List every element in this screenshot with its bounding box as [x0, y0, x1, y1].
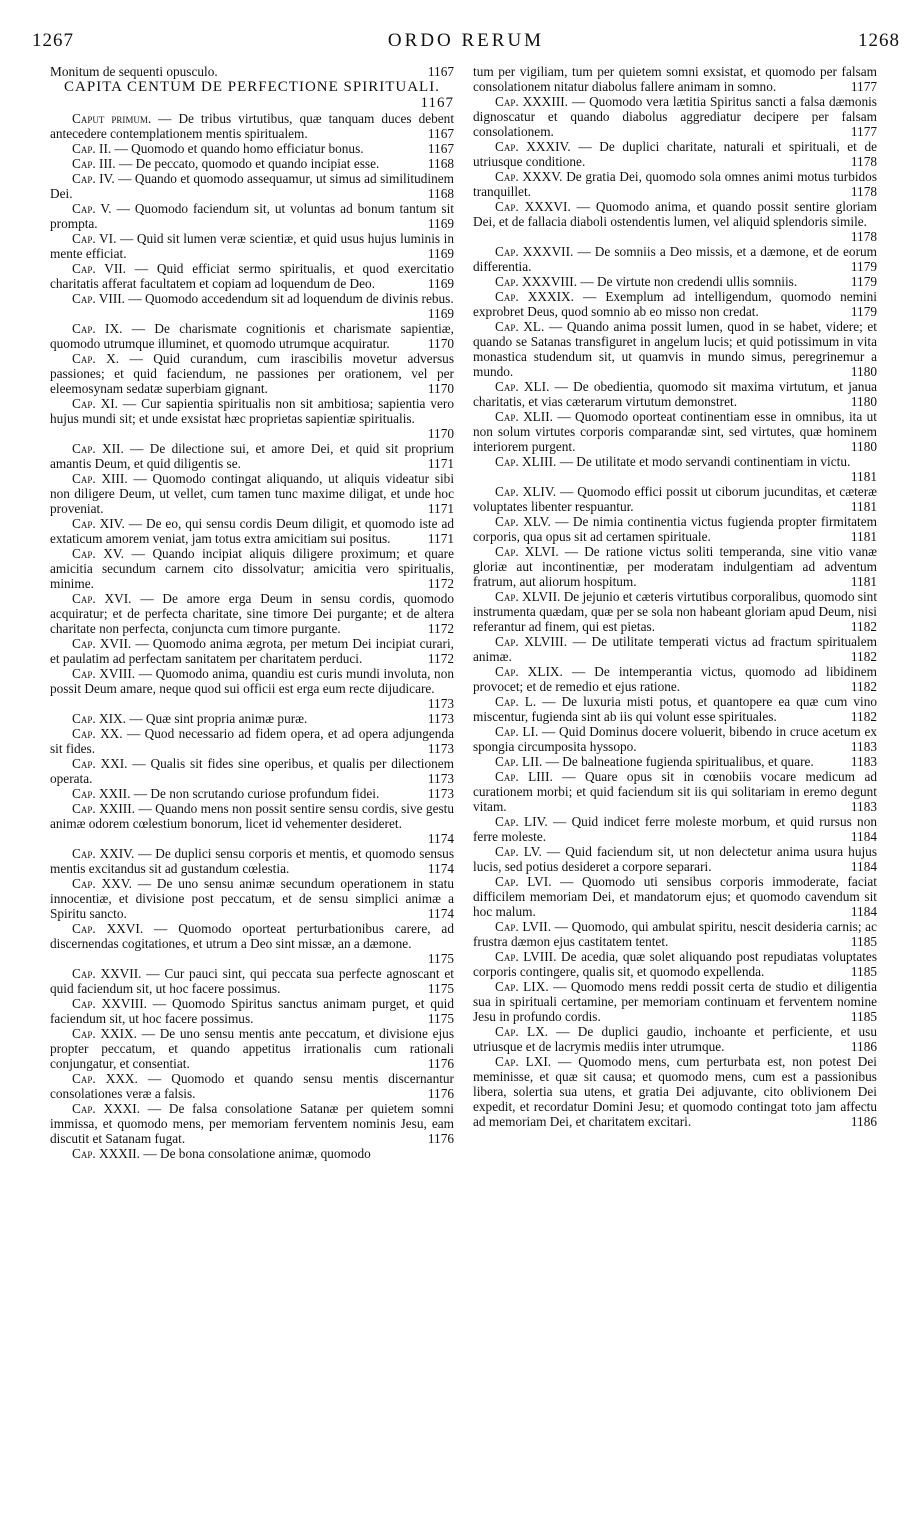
- chapter-label: Cap. XLIV.: [495, 484, 557, 499]
- chapter-label: Cap. LVI.: [495, 874, 552, 889]
- page-reference: 1174: [427, 861, 454, 876]
- entry-text: — Quid Dominus docere voluerit, bibendo in cruce acetum ex spongia circumposita hyssopo.: [473, 724, 877, 754]
- entry-text: CAPITA CENTUM DE PERFECTIONE SPIRITUALI.: [64, 79, 440, 95]
- chapter-label: Cap. XXVI.: [72, 921, 144, 936]
- entry-text: — De uno sensu animæ secundum operationem in statu innocentiæ, et divisione post peccatum, et de sensu simplici animæ a Spiritu sancto.: [50, 876, 454, 921]
- entry-text: — De duplici sensu corporis et mentis, et quomodo sensus mentis excitandus sit ad gustandum cœlestia.: [50, 846, 455, 876]
- page-reference: 1173: [427, 741, 454, 756]
- toc-entry: [50, 711, 454, 726]
- toc-entry: [50, 261, 454, 291]
- chapter-label: Cap. XLIII.: [495, 454, 557, 469]
- page-reference: 1180: [850, 439, 877, 454]
- entry-text: — Quæ sint propria animæ puræ.: [129, 711, 308, 726]
- chapter-label: Cap. XXIII.: [72, 801, 135, 816]
- entry-text: — Exemplum ad intelligendum, quomodo nemini exprobret Deus, quod somnio ab eo misso non credat.: [473, 289, 878, 319]
- chapter-label: Cap. VI.: [72, 231, 117, 246]
- toc-entry: [473, 244, 877, 274]
- page-reference: 1179: [850, 274, 877, 289]
- chapter-label: Cap. LI.: [495, 724, 539, 739]
- chapter-label: Cap. V.: [72, 201, 112, 216]
- chapter-label: Cap. XVI.: [72, 591, 132, 606]
- toc-entry: [473, 319, 877, 379]
- page-reference: 1173: [427, 771, 454, 786]
- entry-text: — Quomodo contingat aliquando, ut aliquis videatur sibi non diligere Deum, ut vellet, cum tamen tunc maxime diligat, et unde hoc proveniat.: [50, 471, 455, 516]
- entry-text: — Quando mens non possit sentire sensu cordis, sive gestu animæ odorem cœlestium bonorum, licet id vehementer desideret.: [50, 801, 454, 831]
- chapter-label: Cap. XXIV.: [72, 846, 135, 861]
- toc-entry: [473, 664, 877, 694]
- entry-text: — Quomodo mens, cum perturbata est, non potest Dei meminisse, et quæ sit causa; et quomodo mens, cum est a passionibus libera, solertia sua utens, et gratia Dei adjuvante, cito oblivionem Dei expedit, et recordatur Domini Jesu; et quomodo contingat toto jam affectu ad memoriam Dei, et charitatem excitari.: [473, 1054, 877, 1129]
- entry-text: — De peccato, quomodo et quando incipiat esse.: [118, 156, 380, 171]
- entry-text: — De falsa consolatione Satanæ per quietem somni immissa, et quomodo mens, per memoriam ferventem nominis Jesu, eam discutit et Satanam fugat.: [50, 1101, 454, 1146]
- page-reference: 1179: [850, 259, 877, 274]
- entry-text: — De balneatione fugienda spiritualibus, et quare.: [545, 754, 814, 769]
- chapter-label: Cap. XXVIII.: [72, 996, 147, 1011]
- page-reference: 1167: [427, 64, 454, 79]
- entry-text: — Quomodo vera lætitia Spiritus sancti a falsa dæmonis dignoscatur et quando diabolus aggrediatur decipere per falsam consolationem.: [473, 94, 877, 139]
- page-reference: 1186: [850, 1039, 877, 1054]
- chapter-label: Cap. XL.: [495, 319, 545, 334]
- page-reference: 1175: [427, 951, 454, 966]
- entry-text: — Cur pauci sint, qui peccata sua perfecte agnoscant et quid faciendum sit, ut hoc facere possimus.: [50, 966, 454, 996]
- page-reference: 1182: [850, 619, 877, 634]
- entry-text: — Quando et quomodo assequamur, ut simus ad similitudinem Dei.: [50, 171, 454, 201]
- entry-text: — De uno sensu mentis ante peccatum, et divisione ejus propter peccatum, et quando appetitus irrationalis cum rationali conjungatur, et consentiat.: [50, 1026, 454, 1071]
- toc-entry: [473, 199, 877, 244]
- running-title: ORDO RERUM: [387, 30, 545, 51]
- entry-text: De acedia, quæ solet aliquando post repudiatas voluptates corporis contingere, qualis sit, et quomodo expellenda.: [473, 949, 877, 979]
- page-reference: 1183: [850, 754, 877, 769]
- entry-text: tum per vigiliam, tum per quietem somni exsistat, et quomodo per falsam consolationem nitatur diabolus fallere animam in somno.: [473, 64, 877, 94]
- page-reference: 1186: [850, 1114, 877, 1129]
- entry-text: — De dilectione sui, et amore Dei, et quid sit proprium amantis Deum, et quid diligentis se.: [50, 441, 455, 471]
- entry-text: — Quare opus sit in cœnobiis vocare medicum ad curationem morbi; et quid faciendum sit iis qui solitariam in eremo degunt vitam.: [473, 769, 877, 814]
- toc-entry: [50, 801, 454, 846]
- chapter-label: Cap. XXX.: [72, 1071, 138, 1086]
- chapter-label: Cap. IX.: [72, 321, 123, 336]
- toc-entry: [50, 516, 454, 546]
- chapter-label: Cap. XIX.: [72, 711, 126, 726]
- page-reference: 1183: [850, 739, 877, 754]
- chapter-label: Cap. XXXVI.: [495, 199, 571, 214]
- toc-entry: [50, 786, 454, 801]
- chapter-label: Cap. XVII.: [72, 636, 132, 651]
- toc-entry: [50, 876, 454, 921]
- chapter-label: Cap. XXXIII.: [495, 94, 568, 109]
- toc-entry: [473, 754, 877, 769]
- chapter-label: Cap. XXXII.: [72, 1146, 141, 1161]
- chapter-label: Cap. XXXI.: [72, 1101, 141, 1116]
- entry-text: — De ratione victus soliti temperanda, sine vitio vanæ gloriæ aut incontinentiæ, per moderatam indulgentiam ad adventum fratrum, aut aliorum hospitum.: [473, 544, 877, 589]
- toc-entry: [473, 949, 877, 979]
- toc-entry: [473, 769, 877, 814]
- entry-text: — Quid indicet ferre moleste morbum, et quid rursus non ferre moleste.: [473, 814, 877, 844]
- chapter-label: Cap. VIII.: [72, 291, 125, 306]
- page-reference: 1180: [850, 364, 877, 379]
- page-reference: 1180: [850, 394, 877, 409]
- entry-text: — De utilitate temperati victus ad fractum spiritualem animæ.: [473, 634, 877, 664]
- toc-entry: [50, 231, 454, 261]
- entry-text: — Quomodo oporteat perturbationibus carere, ad discernendas cogitationes, et utrum a Deo sint missæ, an a dæmone.: [50, 921, 454, 951]
- chapter-label: Cap. LX.: [495, 1024, 548, 1039]
- entry-text: — Quid efficiat sermo spiritualis, et quod exercitatio charitatis afferat facultatem et copiam ad loquendum de Deo.: [50, 261, 454, 291]
- page-reference: 1176: [427, 1131, 454, 1146]
- toc-entry: [50, 591, 454, 636]
- page-reference: 1167: [420, 95, 454, 111]
- toc-entry: [50, 291, 454, 321]
- chapter-label: Cap. XI.: [72, 396, 118, 411]
- entry-text: — Cur sapientia spiritualis non sit ambitiosa; sapientia vero hujus mundi sit; et unde exsistat hæc proprietas sapientiæ spiritualis.: [50, 396, 454, 426]
- page-number-left: 1267: [32, 30, 74, 51]
- toc-entry: [50, 546, 454, 591]
- toc-entry: [473, 544, 877, 589]
- chapter-label: Cap. XXXVIII.: [495, 274, 578, 289]
- page-header: [30, 30, 902, 54]
- toc-entry: [473, 814, 877, 844]
- entry-text: — De somniis a Deo missis, et a dæmone, et de eorum differentia.: [473, 244, 877, 274]
- chapter-label: Cap. XLVIII.: [495, 634, 568, 649]
- chapter-label: Cap. LIV.: [495, 814, 548, 829]
- entry-text: — Quomodo effici possit ut ciborum jucunditas, et cæteræ voluptates libenter respuantur.: [473, 484, 878, 514]
- entry-text: — De non scrutando curiose profundum fidei.: [133, 786, 380, 801]
- chapter-label: Cap. XV.: [72, 546, 125, 561]
- chapter-label: Cap. LII.: [495, 754, 543, 769]
- page-reference: 1172: [427, 621, 454, 636]
- chapter-label: Cap. XLVII.: [495, 589, 561, 604]
- toc-entry: [50, 351, 454, 396]
- toc-entry: [50, 666, 454, 711]
- page-reference: 1171: [427, 456, 454, 471]
- entry-text: — Quomodo anima, quandiu est curis mundi involuta, non possit Deum amare, neque quod sui officii est erga eum recte dijudicare.: [50, 666, 454, 696]
- right-column: [473, 64, 877, 1129]
- page-reference: 1174: [427, 906, 454, 921]
- toc-entry: [473, 874, 877, 919]
- chapter-label: Cap. XLVI.: [495, 544, 559, 559]
- page-reference: 1182: [850, 709, 877, 724]
- toc-entry: [50, 64, 454, 79]
- page-reference: 1167: [427, 126, 454, 141]
- toc-entry: [50, 1146, 454, 1161]
- page-reference: 1170: [427, 426, 454, 441]
- chapter-label: Cap. LXI.: [495, 1054, 552, 1069]
- page-reference: 1185: [850, 934, 877, 949]
- toc-entry: [50, 156, 454, 171]
- toc-entry: [473, 139, 877, 169]
- toc-entry: [50, 1071, 454, 1101]
- toc-entry: [473, 589, 877, 634]
- page-reference: 1178: [850, 184, 877, 199]
- chapter-label: Cap. LVII.: [495, 919, 552, 934]
- chapter-label: Cap. XXXIV.: [495, 139, 571, 154]
- page-reference: 1176: [427, 1086, 454, 1101]
- entry-text: — De intemperantia victus, quomodo ad libidinem provocet; et de remedio et ejus ratione.: [473, 664, 877, 694]
- page-reference: 1182: [850, 649, 877, 664]
- entry-text: — Quomodo anima, et quando possit sentire gloriam Dei, et de fallacia diaboli ostendentis lumen, vel aliquid splendoris simile.: [473, 199, 877, 229]
- chapter-label: Cap. XXI.: [72, 756, 128, 771]
- chapter-label: Cap. LIII.: [495, 769, 553, 784]
- chapter-label: Cap. LVIII.: [495, 949, 557, 964]
- chapter-label: Cap. XXXV.: [495, 169, 563, 184]
- entry-text: — Quando incipiat aliquis diligere proximum; et quare amicitia secundum carnem cito dissolvatur; amicitia vero spiritualis, minime.: [50, 546, 454, 591]
- chapter-label: Cap. XXIX.: [72, 1026, 137, 1041]
- chapter-label: Cap. XXII.: [72, 786, 131, 801]
- toc-entry: [473, 289, 877, 319]
- entry-text: — De bona consolatione animæ, quomodo: [143, 1146, 371, 1161]
- chapter-label: Cap. IV.: [72, 171, 115, 186]
- page-reference: 1169: [427, 306, 454, 321]
- entry-text: — De amore erga Deum in sensu cordis, quomodo acquiratur; et de perfecta charitate, sine timore Dei purgante; et de altera charitate non perfecta, conjuncta cum timore purgante.: [50, 591, 454, 636]
- chapter-label: Cap. XLI.: [495, 379, 550, 394]
- entry-text: — Quomodo uti sensibus corporis immoderate, faciat difficilem memoriam Dei, et mandatorum ejus; et quomodo cavendum sit hoc malum.: [473, 874, 878, 919]
- page-reference: 1168: [427, 186, 454, 201]
- entry-text: — Quomodo oporteat continentiam esse in omnibus, ita ut non solum virtutes corporis comparandæ sint, sed virtutes, quæ hominem interiorem purgent.: [473, 409, 877, 454]
- page-reference: 1170: [427, 336, 454, 351]
- page-reference: 1169: [427, 246, 454, 261]
- toc-entry: [50, 471, 454, 516]
- page-reference: 1177: [850, 124, 877, 139]
- entry-text: — Quomodo Spiritus sanctus animam purget, et quid faciendum sit, ut hoc facere possimus.: [50, 996, 454, 1026]
- entry-text: — Quod necessario ad fidem opera, et ad opera adjungenda sit fides.: [50, 726, 454, 756]
- toc-entry: [50, 1026, 454, 1071]
- page-reference: 1169: [427, 276, 454, 291]
- entry-text: — Quid faciendum sit, ut non delectetur anima usura hujus lucis, sed potius desideret a corpore separari.: [473, 844, 877, 874]
- toc-entry: [473, 409, 877, 454]
- page-reference: 1177: [850, 79, 877, 94]
- toc-entry: [50, 321, 454, 351]
- toc-entry: [473, 694, 877, 724]
- page-reference: 1171: [427, 531, 454, 546]
- entry-text: De gratia Dei, quomodo sola omnes animi motus turbidos tranquillet.: [473, 169, 878, 199]
- chapter-label: Cap. LV.: [495, 844, 542, 859]
- left-column: [50, 64, 454, 1161]
- toc-entry: [50, 441, 454, 471]
- entry-text: — Quando anima possit lumen, quod in se habet, videre; et quando se Satanas transfiguret in angelum lucis; et quid potissimum in vita monastica studendum sit, ut quamvis in mundo simus, peregrinemur a mundo.: [473, 319, 877, 379]
- toc-entry: [50, 141, 454, 156]
- entry-text: — Quid sit lumen veræ scientiæ, et quid usus hujus luminis in mente efficiat.: [50, 231, 455, 261]
- page-reference: 1181: [850, 529, 877, 544]
- page-reference: 1184: [850, 904, 877, 919]
- section-heading: [50, 79, 454, 111]
- chapter-label: Cap. XIV.: [72, 516, 125, 531]
- page-reference: 1168: [427, 156, 454, 171]
- entry-text: — De utilitate et modo servandi continentiam in victu.: [559, 454, 851, 469]
- toc-entry: [50, 966, 454, 996]
- entry-text: — Quomodo anima ægrota, per metum Dei incipiat curari, et paulatim ad perfectam sanitatem per charitatem perduci.: [50, 636, 454, 666]
- entry-text: — Quomodo et quando homo efficiatur bonus.: [114, 141, 364, 156]
- page-reference: 1172: [427, 651, 454, 666]
- toc-entry: [50, 636, 454, 666]
- entry-text: — De obedientia, quomodo sit maxima virtutum, et janua charitatis, et vias cæterarum virtutum demonstret.: [473, 379, 878, 409]
- toc-entry: [50, 921, 454, 966]
- toc-entry: [473, 979, 877, 1024]
- entry-text: — De duplici gaudio, inchoante et perficiente, et usu utriusque et de lacrymis mediis inter utrumque.: [473, 1024, 877, 1054]
- chapter-label: Cap. XX.: [72, 726, 123, 741]
- entry-text: — Quomodo, qui ambulat spiritu, nescit desideria carnis; ac frustra dæmon ejus castitatem tentet.: [473, 919, 877, 949]
- page-reference: 1181: [850, 499, 877, 514]
- entry-text: — Quomodo accedendum sit ad loquendum de divinis rebus.: [128, 291, 454, 306]
- page-reference: 1171: [427, 501, 454, 516]
- chapter-label: Caput primum.: [72, 111, 152, 126]
- page-reference: 1179: [850, 304, 877, 319]
- page-reference: 1176: [427, 1056, 454, 1071]
- page-reference: 1169: [427, 216, 454, 231]
- toc-entry: [473, 94, 877, 139]
- chapter-label: Cap. XII.: [72, 441, 124, 456]
- chapter-label: Cap. XLV.: [495, 514, 551, 529]
- page-reference: 1185: [850, 964, 877, 979]
- entry-text: — De luxuria misti potus, et quantopere ea quæ cum vino miscentur, fugienda sint ab iis qui volunt esse spirituales.: [473, 694, 877, 724]
- entry-text: — De charismate cognitionis et charismate sapientiæ, quomodo utrumque illuminet, et quomodo utrumque acquiratur.: [50, 321, 455, 351]
- toc-entry: [473, 844, 877, 874]
- entry-text: — Quomodo faciendum sit, ut voluntas ad bonum tantum sit prompta.: [50, 201, 454, 231]
- toc-entry: [50, 846, 454, 876]
- chapter-label: Cap. XXXIX.: [495, 289, 574, 304]
- page-reference: 1173: [427, 711, 454, 726]
- entry-text: — Qualis sit fides sine operibus, et qualis per dilectionem operata.: [50, 756, 454, 786]
- chapter-label: Cap. XIII.: [72, 471, 128, 486]
- entry-text: De jejunio et cæteris virtutibus corporalibus, quomodo sint instrumenta quædam, quæ per se sola non habeant gloriam apud Deum, nisi referantur ad finem, qui est pietas.: [473, 589, 878, 634]
- chapter-label: Cap. LIX.: [495, 979, 549, 994]
- page-reference: 1173: [427, 696, 454, 711]
- toc-entry: [50, 201, 454, 231]
- entry-text: — De virtute non credendi ullis somniis.: [580, 274, 798, 289]
- page-reference: 1172: [427, 576, 454, 591]
- chapter-label: Cap. III.: [72, 156, 116, 171]
- page-reference: 1184: [850, 829, 877, 844]
- toc-entry: [473, 484, 877, 514]
- toc-entry: [50, 756, 454, 786]
- page-reference: 1175: [427, 981, 454, 996]
- toc-entry: [473, 1024, 877, 1054]
- chapter-label: Cap. XXVII.: [72, 966, 142, 981]
- entry-text: — Quid curandum, cum irascibilis movetur adversus passiones; et quid faciendum, ne passiones per orationem, vel per eleemosynam sedatæ superbiam gignant.: [50, 351, 455, 396]
- page-reference: 1181: [850, 469, 877, 484]
- entry-text: — Quomodo mens reddi possit certa de studio et diligentia sua in spirituali certamine, per memoriam continuam et ferventem nomine Jesu in profundo cordis.: [473, 979, 878, 1024]
- toc-entry: [473, 274, 877, 289]
- toc-entry: [473, 454, 877, 484]
- toc-entry: [50, 111, 454, 141]
- entry-text: — De eo, qui sensu cordis Deum diligit, et quomodo iste ad extaticum amorem veniat, jam totus extra amicitiam sui positus.: [50, 516, 454, 546]
- page-reference: 1182: [850, 679, 877, 694]
- chapter-label: Cap. XLIX.: [495, 664, 563, 679]
- chapter-label: Cap. II.: [72, 141, 112, 156]
- toc-entry: [473, 1054, 877, 1129]
- page-reference: 1173: [427, 786, 454, 801]
- page-reference: 1174: [427, 831, 454, 846]
- entry-text: — Quomodo et quando sensu mentis discernantur consolationes veræ a falsis.: [50, 1071, 454, 1101]
- page-reference: 1170: [427, 381, 454, 396]
- page-reference: 1175: [427, 1011, 454, 1026]
- page-reference: 1178: [850, 154, 877, 169]
- toc-entry: [50, 396, 454, 441]
- page-reference: 1184: [850, 859, 877, 874]
- chapter-label: Cap. XLII.: [495, 409, 553, 424]
- chapter-label: Cap. XVIII.: [72, 666, 136, 681]
- toc-entry: [473, 514, 877, 544]
- chapter-label: Cap. X.: [72, 351, 120, 366]
- toc-entry: [473, 169, 877, 199]
- toc-entry: [473, 724, 877, 754]
- entry-text: — De nimia continentia victus fugienda propter firmitatem corporis, qua opus sit ad certamen spirituale.: [473, 514, 877, 544]
- toc-entry: [50, 996, 454, 1026]
- page-reference: 1185: [850, 1009, 877, 1024]
- page-number-right: 1268: [858, 30, 900, 51]
- entry-text: Monitum de sequenti opusculo.: [50, 64, 218, 79]
- page-reference: 1181: [850, 574, 877, 589]
- entry-text: — De tribus virtutibus, quæ tanquam duces debent antecedere contemplationem mentis spiritualem.: [50, 111, 455, 141]
- toc-entry: [50, 1101, 454, 1146]
- chapter-label: Cap. XXXVII.: [495, 244, 574, 259]
- toc-entry: [473, 919, 877, 949]
- toc-entry: [50, 726, 454, 756]
- toc-entry: [473, 379, 877, 409]
- chapter-label: Cap. XXV.: [72, 876, 132, 891]
- toc-entry: [50, 171, 454, 201]
- chapter-label: Cap. L.: [495, 694, 537, 709]
- page-reference: 1167: [427, 141, 454, 156]
- toc-entry: [473, 64, 877, 94]
- chapter-label: Cap. VII.: [72, 261, 127, 276]
- toc-entry: [473, 634, 877, 664]
- page-reference: 1183: [850, 799, 877, 814]
- page-reference: 1178: [850, 229, 877, 244]
- entry-text: — De duplici charitate, naturali et spirituali, et de utriusque conditione.: [473, 139, 877, 169]
